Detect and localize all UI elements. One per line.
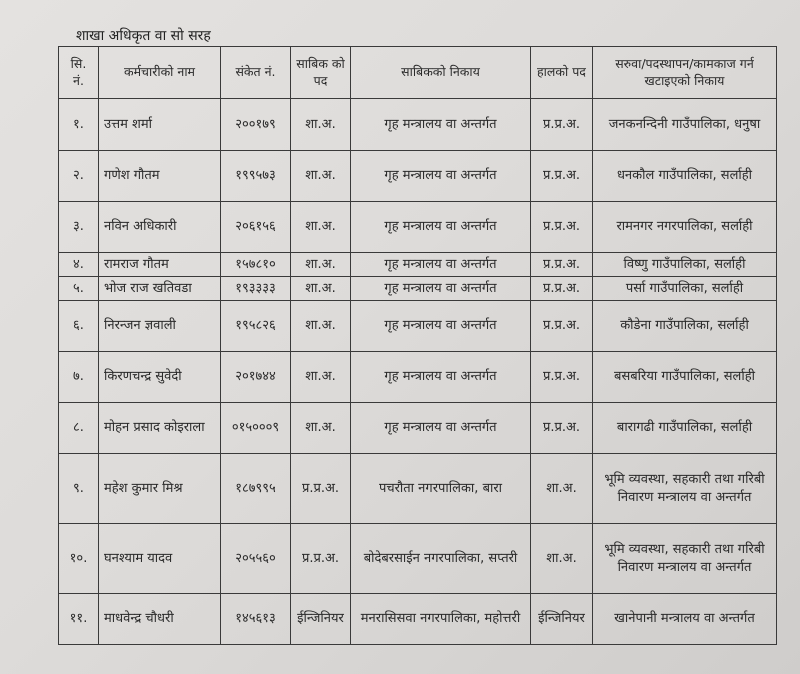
- employee-name: महेश कुमार मिश्र: [99, 454, 221, 524]
- previous-post: शा.अ.: [291, 151, 351, 202]
- current-post: प्र.प्र.अ.: [531, 99, 593, 151]
- row-sn: ४.: [59, 253, 99, 277]
- employee-name: निरन्जन ज्ञवाली: [99, 301, 221, 352]
- header-sn: सि. नं.: [59, 47, 99, 99]
- employee-name: माधवेन्द्र चौधरी: [99, 594, 221, 645]
- previous-office: गृह मन्त्रालय वा अन्तर्गत: [351, 277, 531, 301]
- employee-name: उत्तम शर्मा: [99, 99, 221, 151]
- employee-name: रामराज गौतम: [99, 253, 221, 277]
- header-name: कर्मचारीको नाम: [99, 47, 221, 99]
- code-number: १४५६१३: [221, 594, 291, 645]
- row-sn: ७.: [59, 352, 99, 403]
- code-number: २००१७९: [221, 99, 291, 151]
- previous-office: गृह मन्त्रालय वा अन्तर्गत: [351, 301, 531, 352]
- employee-name: मोहन प्रसाद कोइराला: [99, 403, 221, 454]
- employee-name: गणेश गौतम: [99, 151, 221, 202]
- previous-office: गृह मन्त्रालय वा अन्तर्गत: [351, 99, 531, 151]
- code-number: १९३३३३: [221, 277, 291, 301]
- previous-post: शा.अ.: [291, 301, 351, 352]
- row-sn: ६.: [59, 301, 99, 352]
- previous-post: शा.अ.: [291, 253, 351, 277]
- row-sn: ३.: [59, 202, 99, 253]
- code-number: २०१७४४: [221, 352, 291, 403]
- current-post: प्र.प्र.अ.: [531, 202, 593, 253]
- previous-office: गृह मन्त्रालय वा अन्तर्गत: [351, 403, 531, 454]
- new-office: भूमि व्यवस्था, सहकारी तथा गरिबी निवारण मन्त्रालय वा अन्तर्गत: [593, 524, 777, 594]
- table-row: [59, 594, 777, 645]
- new-office: बसबरिया गाउँपालिका, सर्लाही: [593, 352, 777, 403]
- previous-office: गृह मन्त्रालय वा अन्तर्गत: [351, 202, 531, 253]
- code-number: २०६१५६: [221, 202, 291, 253]
- current-post: प्र.प्र.अ.: [531, 253, 593, 277]
- employee-name: भोज राज खतिवडा: [99, 277, 221, 301]
- code-number: १५७८१०: [221, 253, 291, 277]
- previous-post: शा.अ.: [291, 403, 351, 454]
- row-sn: ११.: [59, 594, 99, 645]
- table-row: [59, 352, 777, 403]
- table-row: [59, 253, 777, 277]
- current-post: प्र.प्र.अ.: [531, 352, 593, 403]
- new-office: भूमि व्यवस्था, सहकारी तथा गरिबी निवारण मन्त्रालय वा अन्तर्गत: [593, 454, 777, 524]
- previous-office: गृह मन्त्रालय वा अन्तर्गत: [351, 253, 531, 277]
- previous-post: शा.अ.: [291, 99, 351, 151]
- header-prev-post: साबिक को पद: [291, 47, 351, 99]
- row-sn: ५.: [59, 277, 99, 301]
- current-post: प्र.प्र.अ.: [531, 403, 593, 454]
- table-row: [59, 151, 777, 202]
- table-row: [59, 301, 777, 352]
- previous-post: शा.अ.: [291, 352, 351, 403]
- new-office: बारागढी गाउँपालिका, सर्लाही: [593, 403, 777, 454]
- row-sn: २.: [59, 151, 99, 202]
- new-office: जनकनन्दिनी गाउँपालिका, धनुषा: [593, 99, 777, 151]
- new-office: रामनगर नगरपालिका, सर्लाही: [593, 202, 777, 253]
- previous-office: बोदेबरसाईन नगरपालिका, सप्तरी: [351, 524, 531, 594]
- code-number: १९९५७३: [221, 151, 291, 202]
- code-number: ०१५०००९: [221, 403, 291, 454]
- header-new-office: सरुवा/पदस्थापन/कामकाज गर्न खटाइएको निकाय: [593, 47, 777, 99]
- new-office: खानेपानी मन्त्रालय वा अन्तर्गत: [593, 594, 777, 645]
- current-post: प्र.प्र.अ.: [531, 277, 593, 301]
- page-title: शाखा अधिकृत वा सो सरह: [76, 28, 211, 44]
- row-sn: ९.: [59, 454, 99, 524]
- previous-office: गृह मन्त्रालय वा अन्तर्गत: [351, 352, 531, 403]
- table-row: [59, 403, 777, 454]
- new-office: धनकौल गाउँपालिका, सर्लाही: [593, 151, 777, 202]
- employee-name: घनश्याम यादव: [99, 524, 221, 594]
- header-code: संकेत नं.: [221, 47, 291, 99]
- previous-office: मनरासिसवा नगरपालिका, महोत्तरी: [351, 594, 531, 645]
- previous-post: प्र.प्र.अ.: [291, 454, 351, 524]
- new-office: पर्सा गाउँपालिका, सर्लाही: [593, 277, 777, 301]
- current-post: ईन्जिनियर: [531, 594, 593, 645]
- current-post: शा.अ.: [531, 454, 593, 524]
- transfer-table: [58, 46, 777, 645]
- row-sn: १०.: [59, 524, 99, 594]
- code-number: २०५५६०: [221, 524, 291, 594]
- previous-office: गृह मन्त्रालय वा अन्तर्गत: [351, 151, 531, 202]
- header-prev-office: साबिकको निकाय: [351, 47, 531, 99]
- current-post: शा.अ.: [531, 524, 593, 594]
- previous-post: शा.अ.: [291, 202, 351, 253]
- employee-name: नविन अधिकारी: [99, 202, 221, 253]
- previous-office: पचरौता नगरपालिका, बारा: [351, 454, 531, 524]
- current-post: प्र.प्र.अ.: [531, 151, 593, 202]
- header-row: [59, 47, 777, 99]
- current-post: प्र.प्र.अ.: [531, 301, 593, 352]
- table-row: [59, 202, 777, 253]
- employee-name: किरणचन्द्र सुवेदी: [99, 352, 221, 403]
- previous-post: शा.अ.: [291, 277, 351, 301]
- row-sn: ८.: [59, 403, 99, 454]
- code-number: १९५८२६: [221, 301, 291, 352]
- previous-post: प्र.प्र.अ.: [291, 524, 351, 594]
- header-current-post: हालको पद: [531, 47, 593, 99]
- table-row: [59, 277, 777, 301]
- previous-post: ईन्जिनियर: [291, 594, 351, 645]
- new-office: कौडेना गाउँपालिका, सर्लाही: [593, 301, 777, 352]
- code-number: १८७९९५: [221, 454, 291, 524]
- new-office: विष्णु गाउँपालिका, सर्लाही: [593, 253, 777, 277]
- row-sn: १.: [59, 99, 99, 151]
- table-row: [59, 454, 777, 524]
- table-row: [59, 99, 777, 151]
- table-row: [59, 524, 777, 594]
